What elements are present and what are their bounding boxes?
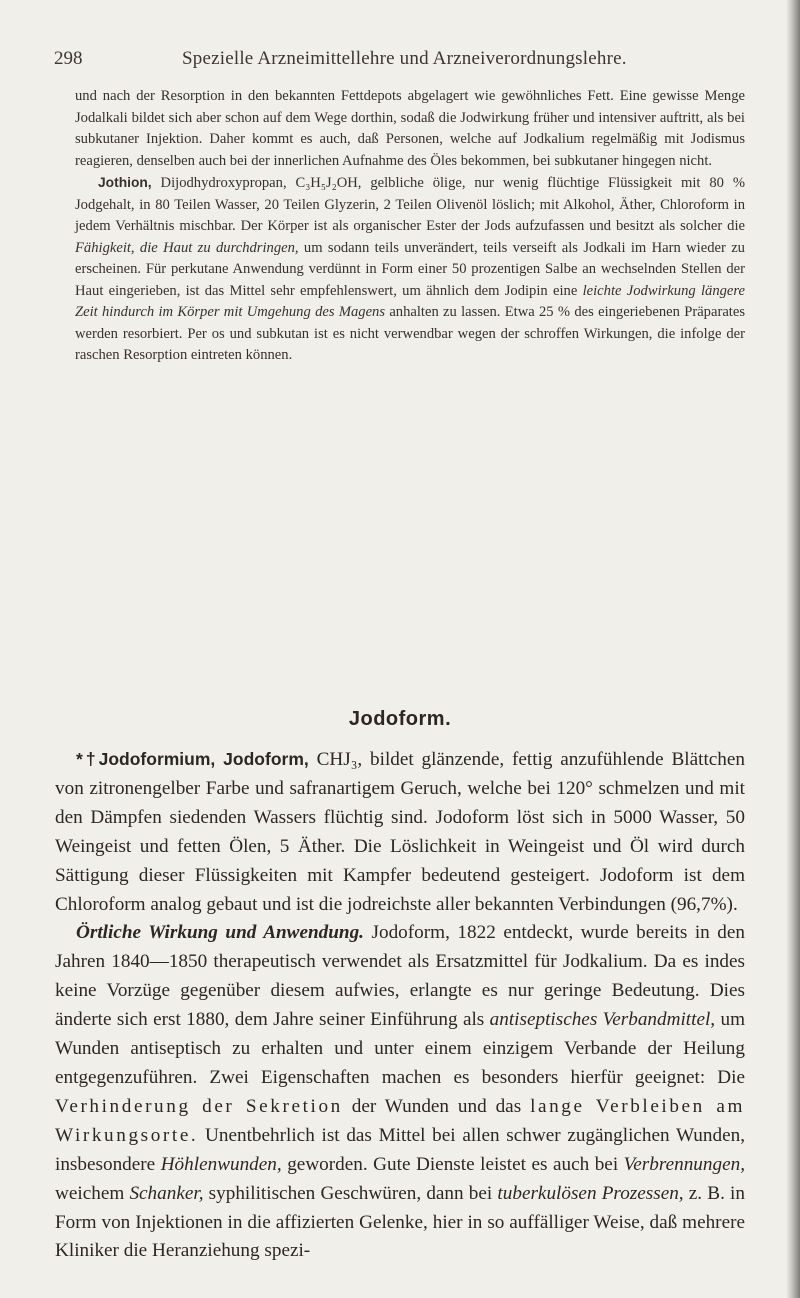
- jodoform-description-paragraph: *†Jodoformium, Jodoform, CHJ₃, bildet glänzende, fettig anzufühlende Blättchen von zitronengelber Farbe und safranartigem Geruch, welche bei 120° schmelzen und mit den Dämpfen siedenden Wassers flüchtig sind. Jodoform löst sich in 5000 Wasser, 50 Weingeist und fetten Ölen, 5 Äther. Die Löslichkeit in Weingeist und Öl wird durch Sättigung dieser Flüssigkeiten mit Kampfer bedeutend gesteigert. Jodoform ist dem Chloroform analog gebaut und ist die jodreichste aller bekannten Verbindungen (96,7%).: [55, 749, 746, 915]
- jothion-term: Jothion,: [98, 175, 152, 190]
- local-effect-paragraph: Örtliche Wirkung und Anwendung. Jodoform, 1822 entdeckt, wurde bereits in den Jahren 1840—1850 therapeutisch verwendet als Ersatzmittel für Jodkalium. Da es indes keine Vorzüge gegenüber diesem aufwies, erlangte es nur geringe Bedeutung. Dies änderte sich erst 1880, dem Jahre seiner Einführung als antiseptisches Verbandmittel, um Wunden antiseptisch zu erhalten und unter einem einzigem Verbande der Heilung entgegenzuführen. Zwei Eigenschaften machen es besonders hierfür geeignet: Die Verhinderung der Sekretion der Wunden und das lange Verbleiben am Wirkungsorte. Unentbehrlich ist das Mittel bei allen schwer zugänglichen Wunden, insbesondere Höhlenwunden, geworden. Gute Dienste leistet es auch bei Verbrennungen, weichem Schanker, syphilitischen Geschwüren, dann bei tuberkulösen Prozessen, z. B. in Form von Injektionen in die affizierten Gelenke, hier in so auffälliger Weise, daß mehrere Kliniker die Heranziehung spezi-: [55, 922, 746, 1262]
- jothion-paragraph: Jothion, Dijodhydroxypropan, C₃H₅J₂OH, gelbliche ölige, nur wenig flüchtige Flüssigkeit mit 80 % Jodgehalt, in 80 Teilen Wasser, 20 Teilen Glyzerin, 2 Teilen Olivenöl löslich; mit Alkohol, Äther, Chloroform in jedem Verhältnis mischbar. Der Körper ist als organischer Ester der Jods aufzufassen und besitzt als solcher die Fähigkeit, die Haut zu durchdringen, um sodann teils unverändert, teils verseift als Jodkali im Harn wieder zu erscheinen. Für perkutane Anwendung verdünnt in Form einer 50 prozentigen Salbe an wechselnden Stellen der Haut eingerieben, ist das Mittel sehr empfehlenswert, um ähnlich dem Jodipin eine leichte Jodwirkung längere Zeit hindurch im Körper mit Umgehung des Magens anhalten zu lassen. Etwa 25 % des eingeriebenen Präparates werden resorbiert. Per os und subkutan ist es nicht verwendbar wegen der schroffen Wirkungen, die infolge der raschen Resorption eintreten können.: [75, 175, 746, 363]
- running-title: Spezielle Arzneimittellehre und Arzneiverordnungslehre.: [182, 48, 627, 69]
- continuation-paragraph: und nach der Resorption in den bekannten Fettdepots abgelagert wie gewöhnliches Fett. Eine gewisse Menge Jodalkali bildet sich aber schon auf dem Wege dorthin, sodaß die Jodwirkung früher und intensiver auftritt, als bei subkutaner Injektion. Daher kommt es auch, daß Personen, welche auf Jodkalium regelmäßig mit Jodismus reagieren, denselben auch bei der innerlichen Aufnahme des Öles bekommen, bei subkutaner hingegen nicht.: [75, 88, 745, 169]
- jodoform-term: *†Jodoformium, Jodoform,: [76, 749, 309, 769]
- page-number: 298: [54, 48, 83, 69]
- running-head: [54, 48, 744, 76]
- small-print-section: [75, 86, 745, 367]
- subheading-local-effect: Örtliche Wirkung und Anwendung.: [76, 922, 364, 944]
- main-text-section: [55, 745, 745, 1266]
- page-edge-shadow: [786, 0, 800, 1298]
- section-heading-jodoform: Jodoform.: [348, 708, 452, 730]
